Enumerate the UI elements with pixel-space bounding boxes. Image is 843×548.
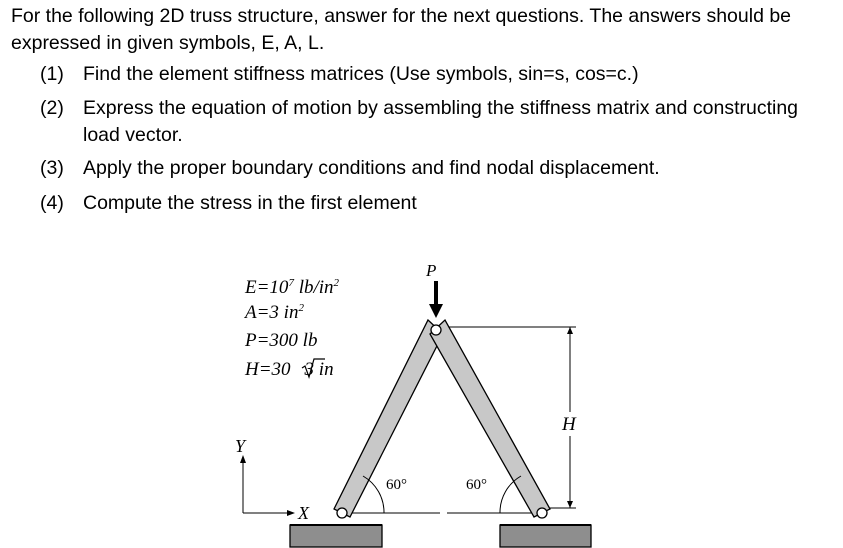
height-label: H: [562, 414, 576, 435]
question-text: Apply the proper boundary conditions and find nodal displacement.: [83, 157, 660, 179]
question-number: (2): [40, 97, 64, 119]
question-text: Compute the stress in the first element: [83, 192, 417, 214]
axis-y-label: Y: [235, 436, 246, 456]
question-text: Find the element stiffness matrices (Use symbols, sin=s, cos=c.): [83, 63, 639, 85]
prop-H: H=30 3 in: [245, 359, 334, 380]
question-number: (3): [40, 157, 64, 179]
angle-right-label: 60°: [466, 477, 487, 493]
properties-block: [243, 277, 340, 380]
prop-E: $E=10^7$ $lb/in^2$: [245, 277, 340, 298]
pin-left: [337, 508, 347, 518]
question-number: (1): [40, 63, 64, 85]
support-right: [500, 525, 591, 547]
load-arrow-head: [429, 304, 443, 318]
pin-right: [537, 508, 547, 518]
angle-left-label: 60°: [386, 477, 407, 493]
load-label: P: [426, 261, 437, 280]
prop-A: A=3 $in^2$: [245, 302, 304, 323]
height-arrow-bottom: [567, 501, 573, 508]
support-left: [290, 525, 382, 547]
axis-x-label: X: [298, 503, 309, 523]
question-text: Express the equation of motion by assembling the stiffness matrix and constructing load vector.: [83, 97, 799, 146]
pin-top: [431, 325, 441, 335]
question-number: (4): [40, 192, 64, 214]
height-arrow-top: [567, 327, 573, 334]
x-axis-arrow: [287, 510, 295, 516]
problem-intro: For the following 2D truss structure, answer for the next questions. The answers should be expressed in given symbols, E, A, L.: [11, 5, 792, 54]
y-axis-arrow: [240, 455, 246, 463]
truss-member-right: [430, 320, 550, 517]
prop-P: P=300 lb: [245, 330, 318, 351]
